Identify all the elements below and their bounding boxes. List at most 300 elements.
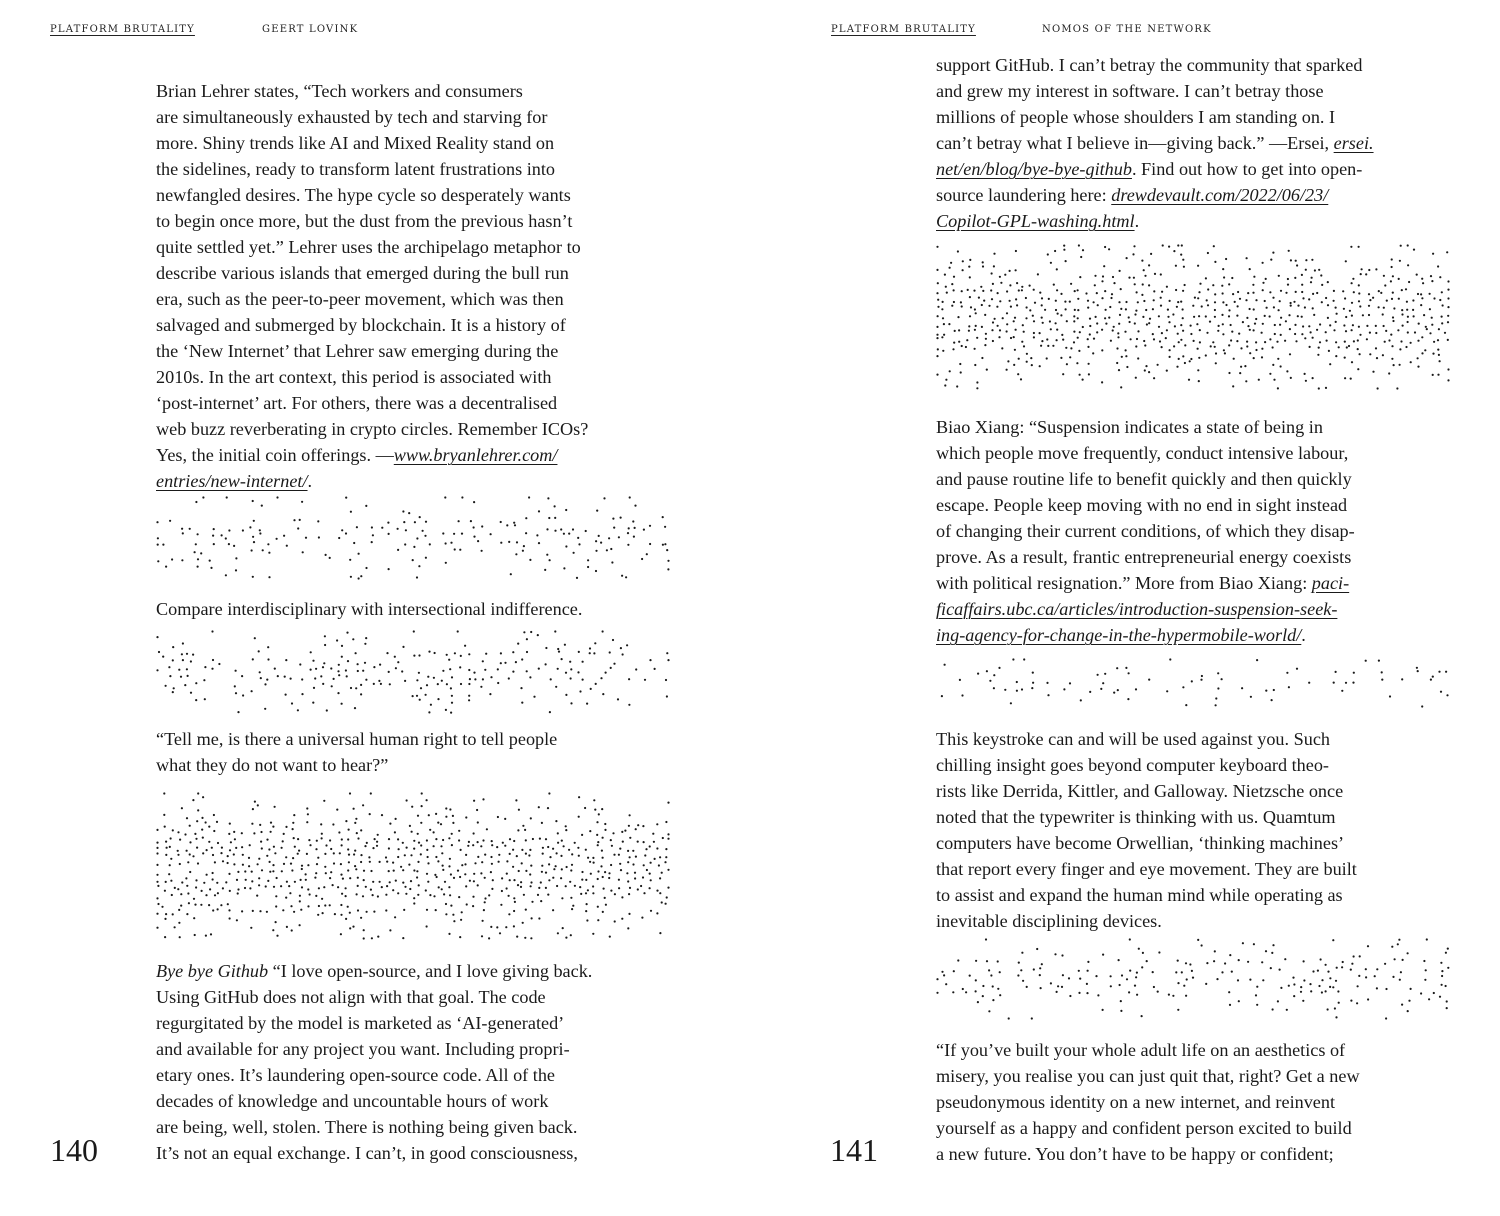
stipple-dot bbox=[1348, 345, 1350, 347]
stipple-dot bbox=[468, 695, 470, 697]
stipple-dot bbox=[1070, 283, 1072, 285]
stipple-dot bbox=[482, 798, 484, 800]
stipple-dot bbox=[1249, 979, 1251, 981]
stipple-dot bbox=[621, 896, 623, 898]
stipple-dot bbox=[1367, 945, 1369, 947]
stipple-dot bbox=[1341, 966, 1343, 968]
stipple-dot bbox=[1232, 385, 1234, 387]
stipple-dot bbox=[253, 832, 255, 834]
pacificaffairs-link-continued[interactable]: ficaffairs.ubc.ca/articles/introduction-suspension-seek- bbox=[936, 599, 1338, 619]
stipple-dot bbox=[1242, 321, 1244, 323]
stipple-dot bbox=[356, 893, 358, 895]
stipple-dot bbox=[999, 971, 1001, 973]
stipple-dot bbox=[427, 676, 429, 678]
bryanlehrer-link[interactable]: www.bryanlehrer.com/ bbox=[393, 445, 558, 465]
stipple-dot bbox=[233, 545, 235, 547]
stipple-dot bbox=[977, 1001, 979, 1003]
stipple-dot bbox=[1236, 340, 1238, 342]
stipple-dot bbox=[1097, 674, 1099, 676]
stipple-dot bbox=[202, 796, 204, 798]
stipple-dot bbox=[937, 348, 939, 350]
stipple-dot bbox=[1237, 305, 1239, 307]
stipple-dot bbox=[1033, 968, 1035, 970]
stipple-dot bbox=[1405, 288, 1407, 290]
stipple-dot bbox=[1062, 974, 1064, 976]
stipple-dot bbox=[274, 668, 276, 670]
stipple-dot bbox=[523, 545, 525, 547]
stipple-dot bbox=[1437, 374, 1439, 376]
stipple-dot bbox=[1182, 308, 1184, 310]
stipple-dot bbox=[379, 881, 381, 883]
stipple-dot bbox=[272, 929, 274, 931]
stipple-dot bbox=[1173, 250, 1175, 252]
stipple-dot bbox=[241, 832, 243, 834]
pacificaffairs-link[interactable]: paci- bbox=[1311, 573, 1350, 593]
stipple-dot bbox=[364, 845, 366, 847]
ersei-link[interactable]: ersei. bbox=[1333, 133, 1374, 153]
stipple-dot bbox=[1305, 269, 1307, 271]
stipple-dot bbox=[1398, 298, 1400, 300]
stipple-dot bbox=[1241, 687, 1243, 689]
stipple-dot bbox=[1199, 341, 1201, 343]
stipple-dot bbox=[1390, 280, 1392, 282]
stipple-dot bbox=[1332, 986, 1334, 988]
ersei-link-continued[interactable]: net/en/blog/bye-bye-github bbox=[936, 159, 1132, 179]
stipple-dot bbox=[158, 651, 160, 653]
stipple-dot bbox=[1056, 339, 1058, 341]
stipple-dot bbox=[975, 312, 977, 314]
stipple-dot bbox=[1440, 962, 1442, 964]
stipple-dot bbox=[445, 562, 447, 564]
stipple-dot bbox=[1198, 380, 1200, 382]
stipple-dot bbox=[259, 532, 261, 534]
stipple-dot bbox=[961, 290, 963, 292]
drewdevault-link[interactable]: drewdevault.com/2022/06/23/ bbox=[1111, 185, 1329, 205]
stipple-dot bbox=[177, 850, 179, 852]
stipple-dot bbox=[416, 870, 418, 872]
stipple-dot bbox=[1182, 290, 1184, 292]
stipple-dot bbox=[1407, 321, 1409, 323]
stipple-dot bbox=[448, 659, 450, 661]
stipple-dot bbox=[1073, 315, 1075, 317]
bryanlehrer-link-continued[interactable]: entries/new-internet/ bbox=[156, 471, 308, 491]
stipple-dot bbox=[1295, 340, 1297, 342]
stipple-dot bbox=[539, 838, 541, 840]
stipple-dot bbox=[1166, 329, 1168, 331]
stipple-dot bbox=[1053, 284, 1055, 286]
stipple-dot bbox=[529, 849, 531, 851]
stipple-dot bbox=[402, 646, 404, 648]
stipple-dot bbox=[968, 266, 970, 268]
stipple-dot bbox=[650, 910, 652, 912]
stipple-dot bbox=[448, 837, 450, 839]
stipple-dot bbox=[1269, 338, 1271, 340]
stipple-dot bbox=[1082, 326, 1084, 328]
stipple-dot bbox=[427, 881, 429, 883]
stipple-dot bbox=[1325, 964, 1327, 966]
stipple-dot bbox=[165, 685, 167, 687]
stipple-dot bbox=[619, 848, 621, 850]
stipple-dot bbox=[1228, 344, 1230, 346]
text-line bbox=[936, 130, 1458, 156]
stipple-dot bbox=[473, 526, 475, 528]
stipple-dot bbox=[301, 865, 303, 867]
stipple-dot bbox=[1344, 357, 1346, 359]
stipple-dot bbox=[394, 831, 396, 833]
stipple-dot bbox=[321, 837, 323, 839]
stipple-dot bbox=[1135, 345, 1137, 347]
stipple-dot bbox=[370, 870, 372, 872]
stipple-dot bbox=[329, 904, 331, 906]
stipple-dot bbox=[1078, 992, 1080, 994]
stipple-dot bbox=[275, 895, 277, 897]
stipple-dot bbox=[1383, 307, 1385, 309]
stipple-dot bbox=[472, 905, 474, 907]
stipple-dot bbox=[608, 872, 610, 874]
stipple-dot bbox=[1041, 297, 1043, 299]
stipple-dot bbox=[208, 904, 210, 906]
stipple-dot bbox=[962, 269, 964, 271]
stipple-dot bbox=[1009, 270, 1011, 272]
stipple-dot bbox=[213, 528, 215, 530]
stipple-dot bbox=[1326, 340, 1328, 342]
stipple-dot bbox=[953, 276, 955, 278]
stipple-dot bbox=[1017, 373, 1019, 375]
stipple-dot bbox=[460, 919, 462, 921]
stipple-dot bbox=[266, 855, 268, 857]
stipple-dot bbox=[1288, 250, 1290, 252]
stipple-dot bbox=[1284, 340, 1286, 342]
stipple-dot bbox=[982, 265, 984, 267]
stipple-dot bbox=[1006, 290, 1008, 292]
stipple-dot bbox=[1010, 702, 1012, 704]
stipple-dot bbox=[552, 877, 554, 879]
stipple-dot bbox=[948, 323, 950, 325]
stipple-dot bbox=[570, 869, 572, 871]
stipple-dot bbox=[276, 935, 278, 937]
stipple-dot bbox=[1285, 320, 1287, 322]
stipple-dot bbox=[490, 856, 492, 858]
stipple-dot bbox=[520, 886, 522, 888]
stipple-dot bbox=[523, 894, 525, 896]
stipple-dot bbox=[1249, 329, 1251, 331]
stipple-dot bbox=[589, 652, 591, 654]
stipple-dot bbox=[1214, 293, 1216, 295]
stipple-dot bbox=[1253, 329, 1255, 331]
stipple-dot bbox=[324, 904, 326, 906]
stipple-dot bbox=[197, 862, 199, 864]
stipple-dot bbox=[957, 959, 959, 961]
stipple-dot bbox=[365, 567, 367, 569]
stipple-dot bbox=[484, 854, 486, 856]
stipple-dot bbox=[1180, 254, 1182, 256]
stipple-dot bbox=[1177, 982, 1179, 984]
stipple-dot bbox=[1112, 276, 1114, 278]
stipple-dot bbox=[1424, 979, 1426, 981]
stipple-dot bbox=[299, 519, 301, 521]
stipple-dot bbox=[229, 849, 231, 851]
stipple-dot bbox=[953, 970, 955, 972]
stipple-dot bbox=[1189, 963, 1191, 965]
stipple-dot bbox=[1265, 950, 1267, 952]
stipple-dot bbox=[345, 918, 347, 920]
stipple-dot bbox=[1430, 275, 1432, 277]
stipple-dot bbox=[1126, 257, 1128, 259]
stipple-dot bbox=[1437, 349, 1439, 351]
stipple-dot bbox=[628, 704, 630, 706]
drewdevault-link-continued[interactable]: Copilot-GPL-washing.html bbox=[936, 211, 1135, 231]
stipple-dot bbox=[975, 960, 977, 962]
stipple-dot bbox=[1284, 958, 1286, 960]
stipple-dot bbox=[1335, 321, 1337, 323]
stipple-dot bbox=[205, 894, 207, 896]
stipple-dot bbox=[574, 885, 576, 887]
stipple-dot bbox=[1358, 284, 1360, 286]
stipple-dot bbox=[461, 911, 463, 913]
stipple-dot bbox=[174, 926, 176, 928]
stipple-dot bbox=[355, 652, 357, 654]
stipple-dot bbox=[1061, 986, 1063, 988]
stipple-dot bbox=[1274, 333, 1276, 335]
stipple-dot bbox=[489, 693, 491, 695]
stipple-dot bbox=[635, 668, 637, 670]
stipple-dot bbox=[1309, 346, 1311, 348]
stipple-dot bbox=[969, 975, 971, 977]
stipple-dot bbox=[998, 667, 1000, 669]
stipple-dot bbox=[515, 799, 517, 801]
stipple-dot bbox=[1198, 357, 1200, 359]
stipple-dot bbox=[419, 516, 421, 518]
stipple-dot bbox=[1113, 326, 1115, 328]
stipple-dot bbox=[1134, 283, 1136, 285]
stipple-dot bbox=[435, 813, 437, 815]
stipple-dot bbox=[1308, 298, 1310, 300]
stipple-dot bbox=[477, 841, 479, 843]
stipple-dot bbox=[1128, 991, 1130, 993]
stipple-dot bbox=[410, 854, 412, 856]
stipple-dot bbox=[1288, 985, 1290, 987]
stipple-dot bbox=[1050, 262, 1052, 264]
stipple-dot bbox=[936, 374, 938, 376]
stipple-dot bbox=[569, 661, 571, 663]
stipple-dot bbox=[411, 831, 413, 833]
stipple-dot bbox=[570, 897, 572, 899]
stipple-dot bbox=[321, 833, 323, 835]
stipple-dot bbox=[1082, 249, 1084, 251]
stipple-dot bbox=[186, 668, 188, 670]
stipple-dot bbox=[282, 909, 284, 911]
stipple-dot bbox=[603, 497, 605, 499]
text-line: describe various islands that emerged during the bull run bbox=[156, 263, 569, 283]
text-line bbox=[936, 596, 1458, 622]
stipple-dot bbox=[1184, 362, 1186, 364]
stipple-dot bbox=[635, 828, 637, 830]
stipple-dot bbox=[1060, 357, 1062, 359]
text-fragment: . bbox=[1301, 625, 1306, 645]
stipple-dot bbox=[561, 658, 563, 660]
stipple-dot bbox=[974, 348, 976, 350]
stipple-dot bbox=[1021, 688, 1023, 690]
stipple-dot bbox=[459, 876, 461, 878]
stipple-dot bbox=[1103, 265, 1105, 267]
stipple-dot bbox=[538, 510, 540, 512]
stipple-dot bbox=[225, 574, 227, 576]
stipple-dot bbox=[1180, 339, 1182, 341]
stipple-dot bbox=[345, 497, 347, 499]
stipple-dot bbox=[1065, 347, 1067, 349]
stipple-dot bbox=[1358, 326, 1360, 328]
stipple-dot bbox=[1385, 988, 1387, 990]
stipple-dot bbox=[1417, 670, 1419, 672]
stipple-dot bbox=[1420, 293, 1422, 295]
stipple-dot bbox=[568, 849, 570, 851]
stipple-dot bbox=[621, 575, 623, 577]
stipple-dot bbox=[578, 816, 580, 818]
stipple-dot bbox=[530, 885, 532, 887]
stipple-dot bbox=[982, 995, 984, 997]
stipple-dot bbox=[500, 904, 502, 906]
stipple-dot bbox=[1178, 341, 1180, 343]
stipple-dot bbox=[491, 844, 493, 846]
stipple-dot bbox=[217, 842, 219, 844]
stipple-dot bbox=[610, 548, 612, 550]
stipple-dot bbox=[664, 861, 666, 863]
stipple-dot bbox=[1101, 381, 1103, 383]
stipple-dot bbox=[510, 573, 512, 575]
stipple-dot bbox=[1262, 282, 1264, 284]
stipple-dot bbox=[1447, 967, 1449, 969]
left-paragraph-lehrer bbox=[156, 78, 678, 494]
stipple-dot bbox=[1353, 340, 1355, 342]
stipple-dot bbox=[413, 840, 415, 842]
stipple-dot bbox=[618, 854, 620, 856]
stipple-dot bbox=[504, 818, 506, 820]
stipple-dot bbox=[480, 872, 482, 874]
stipple-dot bbox=[483, 909, 485, 911]
pacificaffairs-link-end[interactable]: ing-agency-for-change-in-the-hypermobile-world/ bbox=[936, 625, 1302, 645]
stipple-dot bbox=[417, 833, 419, 835]
stipple-dot bbox=[1096, 331, 1098, 333]
stipple-dot bbox=[1141, 966, 1143, 968]
stipple-dot bbox=[1125, 308, 1127, 310]
stipple-dot bbox=[1105, 309, 1107, 311]
stipple-dot bbox=[168, 666, 170, 668]
stipple-dot bbox=[357, 670, 359, 672]
stipple-dot bbox=[365, 886, 367, 888]
stipple-dot bbox=[629, 887, 631, 889]
stipple-dot bbox=[576, 577, 578, 579]
stipple-dot bbox=[1396, 387, 1398, 389]
stipple-dot bbox=[1271, 952, 1273, 954]
stipple-dot bbox=[345, 887, 347, 889]
stipple-dot bbox=[413, 848, 415, 850]
stipple-dot bbox=[1161, 291, 1163, 293]
stipple-dot bbox=[604, 829, 606, 831]
stipple-dot bbox=[1333, 329, 1335, 331]
stipple-dot bbox=[1437, 265, 1439, 267]
stipple-dot bbox=[572, 528, 574, 530]
stipple-dot bbox=[1022, 980, 1024, 982]
stipple-dot bbox=[1231, 277, 1233, 279]
stipple-dot bbox=[945, 379, 947, 381]
stipple-dot bbox=[586, 919, 588, 921]
stipple-dot bbox=[323, 800, 325, 802]
stipple-dot bbox=[1246, 317, 1248, 319]
stipple-dot bbox=[632, 520, 634, 522]
stipple-dot bbox=[537, 894, 539, 896]
stipple-dot bbox=[262, 549, 264, 551]
stipple-dot bbox=[1433, 297, 1435, 299]
stipple-dot bbox=[970, 306, 972, 308]
stipple-dot bbox=[1439, 299, 1441, 301]
stipple-dot bbox=[347, 848, 349, 850]
stipple-dot bbox=[346, 675, 348, 677]
stipple-dot bbox=[302, 551, 304, 553]
stipple-dot bbox=[251, 871, 253, 873]
text-line: This keystroke can and will be used against you. Such bbox=[936, 729, 1330, 749]
stipple-dot bbox=[593, 652, 595, 654]
stipple-dot bbox=[936, 334, 938, 336]
stipple-dot bbox=[1055, 322, 1057, 324]
stipple-dot bbox=[1384, 963, 1386, 965]
stipple-dot bbox=[1032, 682, 1034, 684]
stipple-dot bbox=[1365, 968, 1367, 970]
stipple-dot bbox=[1116, 667, 1118, 669]
stipple-dot bbox=[157, 903, 159, 905]
stipple-dot bbox=[1318, 387, 1320, 389]
stipple-dot bbox=[397, 528, 399, 530]
stipple-dot bbox=[969, 296, 971, 298]
stipple-dot bbox=[1197, 939, 1199, 941]
stipple-dot bbox=[337, 692, 339, 694]
stipple-dot bbox=[1152, 333, 1154, 335]
stipple-dot bbox=[961, 694, 963, 696]
stipple-dot bbox=[1096, 292, 1098, 294]
text-line: what they do not want to hear?” bbox=[156, 755, 389, 775]
stipple-dot bbox=[620, 647, 622, 649]
stipple-dot bbox=[1398, 939, 1400, 941]
stipple-dot bbox=[297, 527, 299, 529]
stipple-dot bbox=[1087, 961, 1089, 963]
stipple-dot bbox=[276, 496, 278, 498]
stipple-dot bbox=[1177, 960, 1179, 962]
stipple-dot bbox=[981, 326, 983, 328]
stipple-dot bbox=[1095, 975, 1097, 977]
stipple-dot bbox=[1397, 943, 1399, 945]
stipple-dot bbox=[1246, 341, 1248, 343]
stipple-dot bbox=[654, 668, 656, 670]
stipple-dot bbox=[951, 305, 953, 307]
stipple-dot bbox=[1207, 304, 1209, 306]
stipple-dot bbox=[1134, 985, 1136, 987]
stipple-dot bbox=[667, 802, 669, 804]
stipple-dot bbox=[165, 854, 167, 856]
stipple-dot bbox=[1223, 349, 1225, 351]
stipple-dot bbox=[236, 919, 238, 921]
stipple-dot bbox=[347, 869, 349, 871]
stipple-dot bbox=[1317, 970, 1319, 972]
stipple-dot bbox=[665, 821, 667, 823]
stipple-dot bbox=[474, 862, 476, 864]
stipple-dot bbox=[1232, 293, 1234, 295]
stipple-dot bbox=[345, 532, 347, 534]
stipple-dot bbox=[488, 894, 490, 896]
stipple-dot bbox=[1174, 325, 1176, 327]
stipple-dot bbox=[286, 545, 288, 547]
stipple-dot bbox=[1125, 355, 1127, 357]
stipple-dot bbox=[649, 525, 651, 527]
stipple-dot bbox=[168, 873, 170, 875]
